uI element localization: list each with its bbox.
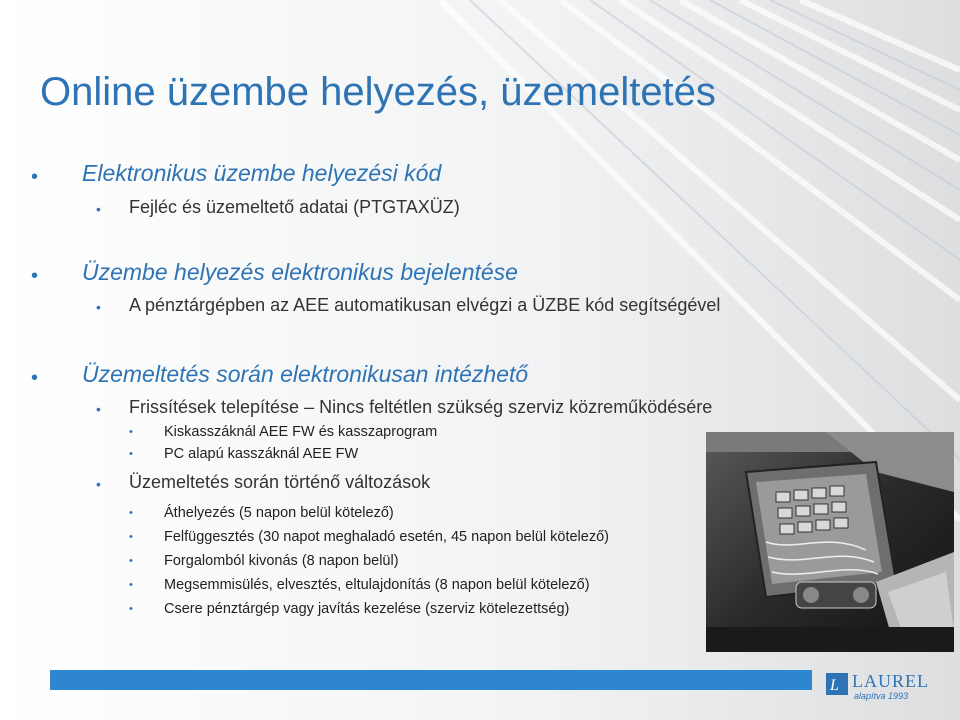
list-item: Üzemeltetés során elektronikusan intézhető: [82, 361, 529, 387]
bullet-icon: •: [31, 367, 39, 389]
bullet-icon: •: [96, 401, 101, 417]
cash-register-photo: [706, 432, 954, 652]
bullet-icon: •: [129, 579, 133, 591]
list-item: A pénztárgépben az AEE automatikusan elvégzi a ÜZBE kód segítségével: [129, 295, 721, 315]
bullet-icon: •: [129, 531, 133, 543]
list-item: Megsemmisülés, elvesztés, eltulajdonítás (8 napon belül kötelező): [164, 577, 590, 593]
bullet-icon: •: [96, 201, 101, 217]
bullet-icon: •: [31, 166, 39, 188]
bullet-icon: •: [31, 265, 39, 287]
logo-name: LAUREL: [852, 671, 929, 691]
slide-title: Online üzembe helyezés, üzemeltetés: [40, 70, 716, 114]
list-item: Elektronikus üzembe helyezési kód: [82, 160, 442, 186]
svg-text:L: L: [830, 677, 839, 694]
bullet-icon: •: [96, 476, 101, 492]
list-item: Üzembe helyezés elektronikus bejelentése: [82, 259, 518, 285]
list-item: Felfüggesztés (30 napot meghaladó esetén, 45 napon belül kötelező): [164, 529, 609, 545]
bullet-icon: •: [129, 603, 133, 615]
footer-bar: [50, 670, 812, 690]
logo-tagline: alapítva 1993: [854, 691, 909, 701]
laurel-logo-icon: [826, 673, 850, 697]
bullet-icon: •: [129, 507, 133, 519]
bullet-icon: •: [96, 299, 101, 315]
bullet-icon: •: [129, 555, 133, 567]
list-item: Kiskasszáknál AEE FW és kasszaprogram: [164, 424, 438, 440]
list-item: Csere pénztárgép vagy javítás kezelése (szerviz kötelezettség): [164, 601, 570, 617]
bullet-icon: •: [129, 448, 133, 460]
list-item: Üzemeltetés során történő változások: [129, 472, 431, 492]
list-item: Frissítések telepítése – Nincs feltétlen szükség szerviz közreműködésére: [129, 397, 713, 417]
list-item: Fejléc és üzemeltető adatai (PTGTAXÜZ): [129, 197, 460, 217]
list-item: Forgalomból kivonás (8 napon belül): [164, 553, 399, 569]
list-item: Áthelyezés (5 napon belül kötelező): [164, 505, 394, 521]
laurel-logo: [826, 667, 956, 713]
list-item: PC alapú kasszáknál AEE FW: [164, 446, 359, 462]
bullet-icon: •: [129, 426, 133, 438]
